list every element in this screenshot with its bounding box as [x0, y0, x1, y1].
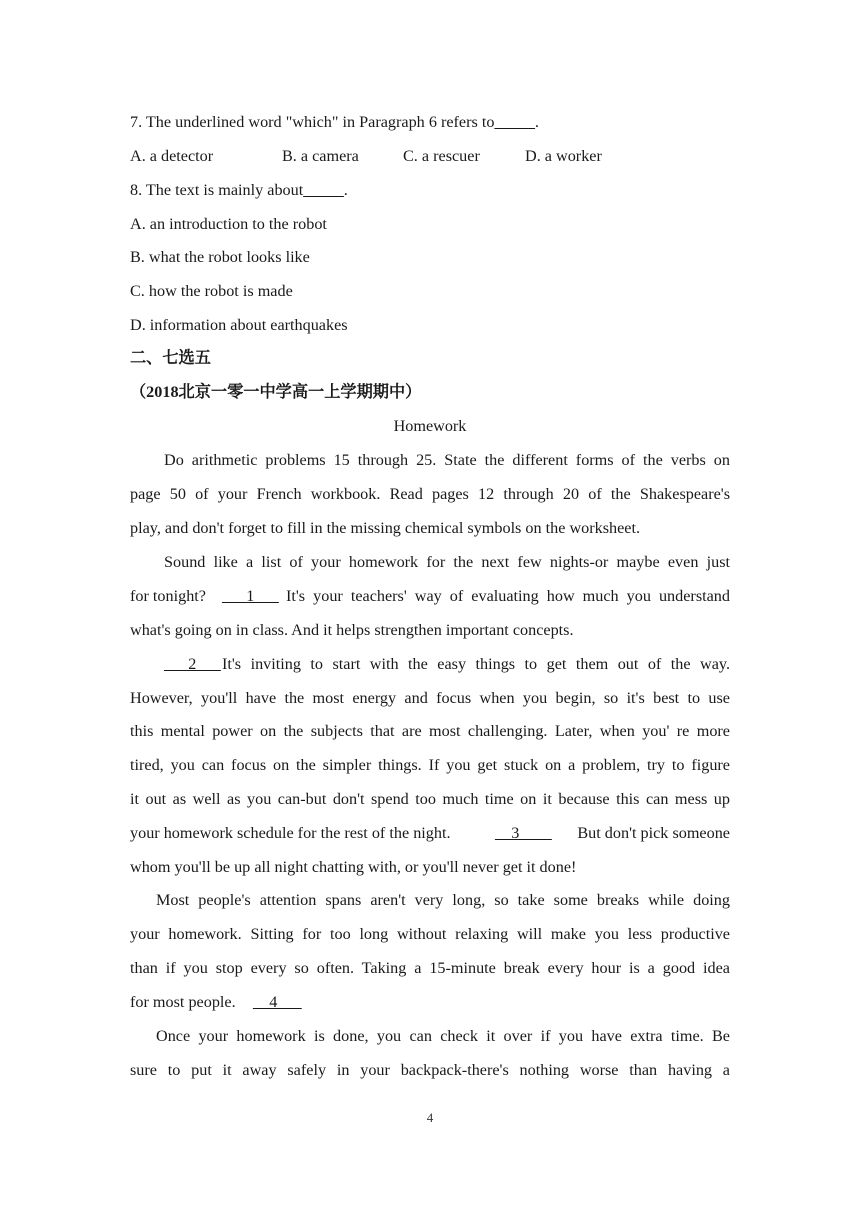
- source-note: （2018北京一零一中学高一上学期期中）: [130, 383, 422, 401]
- blank-2[interactable]: ___2___: [164, 655, 221, 673]
- option-c[interactable]: C. how the robot is made: [130, 282, 293, 300]
- paragraph-line: what's going on in class. And it helps strengthen important concepts.: [130, 621, 574, 639]
- option-c[interactable]: C. a rescuer: [403, 147, 480, 165]
- answer-blank[interactable]: _____: [494, 113, 535, 131]
- paragraph-line: for tonight? ___1___ It's your teachers' way of evaluating how much you understand: [130, 587, 730, 605]
- paragraph-line: this mental power on the subjects that are most challenging. Later, when you' re more: [130, 722, 730, 740]
- paragraph-line: sure to put it away safely in your backpack-there's nothing worse than having a: [130, 1061, 730, 1079]
- paragraph-line: than if you stop every so often. Taking a 15-minute break every hour is a good idea: [130, 959, 730, 977]
- document-page: 7. The underlined word "which" in Paragraph 6 refers to_____. A. a detector B. a camera C. a rescuer D. a worker 8. The text is mainly about_____. A. an introduction to the robot B. what the robot looks like C. how the robot is made D. information about earthquakes 二、七选五 （2018北京一零一中学高一上学期期中） Homework Do arithmetic problems 15 through 25. State the different forms of the verbs on page 50 of your French workbook. Read pages 12 through 20 of the Shakespeare's play, and don't forget to fill in the missing chemical symbols on the worksheet. Sound like a list of your homework for the next few nights-or maybe even just for tonight? ___1___ It's your teachers' way of evaluating how much you understand what's going on in class. And it helps strengthen important concepts. ___2___ It's inviting to start with the easy things to get them out of the way. However, you'll have the most energy and focus when you begin, so it's best to use this mental power on the subjects that are most challenging. Later, when you' re more tired, you can focus on the simpler things. If you get stuck on a problem, try to figure it out as well as you can-but don't spend too much time on it because this can mess up your homework schedule for the rest of the night. __3____ But don't pick someone whom you'll be up all night chatting with, or you'll never get it done! Most people's attention spans aren't very long, so take some breaks while doing your homework. Sitting for too long without relaxing will make you less productive than if you stop every so often. Taking a 15-minute break every hour is a good idea for most people. __4___ Once your homework is done, you can check it over if you have extra time. Be sure to put it away safely in your backpack-there's nothing worse than having a 4: [0, 0, 860, 1216]
- question-8-stem: 8. The text is mainly about_____.: [130, 181, 348, 199]
- paragraph-line: However, you'll have the most energy and focus when you begin, so it's best to use: [130, 689, 730, 707]
- paragraph-line: Sound like a list of your homework for the next few nights-or maybe even just: [164, 553, 730, 571]
- paragraph-line: Most people's attention spans aren't very long, so take some breaks while doing: [156, 891, 730, 909]
- paragraph-line: tired, you can focus on the simpler things. If you get stuck on a problem, try to figure: [130, 756, 730, 774]
- answer-blank[interactable]: _____: [303, 181, 344, 199]
- page-number: 4: [426, 1110, 434, 1125]
- question-7-stem: 7. The underlined word "which" in Paragraph 6 refers to_____.: [130, 113, 539, 131]
- option-b[interactable]: B. a camera: [282, 147, 359, 165]
- section-heading: 二、七选五: [130, 349, 211, 367]
- paragraph-line: whom you'll be up all night chatting with, or you'll never get it done!: [130, 858, 577, 876]
- paragraph-line: your homework schedule for the rest of the night. __3____ But don't pick someone: [130, 824, 730, 842]
- blank-4[interactable]: __4___: [253, 993, 302, 1011]
- option-a[interactable]: A. a detector: [130, 147, 214, 165]
- paragraph-line: for most people. __4___: [130, 993, 302, 1011]
- paragraph-line: Do arithmetic problems 15 through 25. State the different forms of the verbs on: [164, 451, 730, 469]
- option-d[interactable]: D. a worker: [525, 147, 602, 165]
- blank-3[interactable]: __3____: [495, 824, 552, 842]
- option-a[interactable]: A. an introduction to the robot: [130, 215, 327, 233]
- paragraph-line: page 50 of your French workbook. Read pages 12 through 20 of the Shakespeare's: [130, 485, 730, 503]
- passage-title: Homework: [393, 417, 467, 435]
- paragraph-line: Once your homework is done, you can check it over if you have extra time. Be: [156, 1027, 730, 1045]
- paragraph-line: play, and don't forget to fill in the missing chemical symbols on the worksheet.: [130, 519, 641, 537]
- option-b[interactable]: B. what the robot looks like: [130, 248, 310, 266]
- option-d[interactable]: D. information about earthquakes: [130, 316, 348, 334]
- blank-1[interactable]: ___1___: [222, 587, 279, 605]
- paragraph-line: it out as well as you can-but don't spend too much time on it because this can mess up: [130, 790, 730, 808]
- paragraph-line: your homework. Sitting for too long without relaxing will make you less productive: [130, 925, 730, 943]
